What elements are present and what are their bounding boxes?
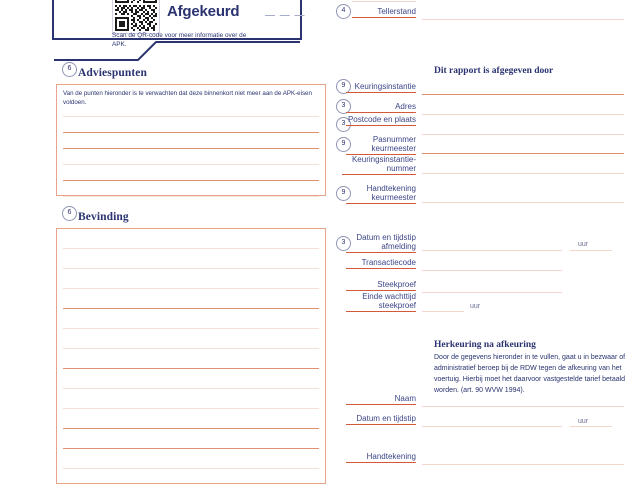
label-steekproef: Steekproef — [346, 280, 416, 291]
step-number-pasnummer: 9 — [336, 137, 351, 152]
label-handtekening-keurmeester: Handtekening keurmeester — [346, 184, 416, 204]
field-keuringsinstantie[interactable] — [422, 94, 624, 95]
label-pasnummer-keurmeester: Pasnummer keurmeester — [346, 135, 416, 155]
step-number-tellerstand: 4 — [336, 4, 351, 19]
label-adres: Adres — [346, 102, 416, 113]
herkeuring-body: Door de gegevens hieronder in te vullen, gaat u in bezwaar of administratief beroep bij de RDW tegen de afkeuring van het voertuig. Hierbij moet het daarvoor vastgestelde tarief betaald worden. (art. 90 WVW 1994). — [434, 354, 626, 394]
column-title-herkeuring: Herkeuring na afkeuring — [434, 340, 536, 350]
unit-uur-afmelding: uur — [578, 241, 589, 248]
step-number-adviespunten: 6 — [62, 62, 77, 77]
label-datum-tijdstip-afmelding: Datum en tijdstip afmelding — [346, 233, 416, 253]
label-einde-wachttijd-steekproef: Einde wachttijd steekproef — [346, 292, 416, 312]
writing-rule — [63, 148, 319, 149]
status-label: Afgekeurd — [167, 3, 240, 20]
step-number-handtekening-keurmeester: 9 — [336, 186, 351, 201]
section-title-adviespunten: Adviespunten — [78, 67, 147, 79]
adviespunten-box[interactable] — [56, 84, 326, 196]
step-number-keuringsinstantie: 9 — [336, 79, 351, 94]
adviespunten-hint: Van de punten hieronder is te verwachten dat deze binnenkort niet meer aan de APK-eisen voldoen. — [63, 90, 312, 107]
unit-uur-herkeuring: uur — [578, 418, 589, 425]
writing-rule — [63, 116, 319, 117]
writing-rule — [63, 388, 319, 389]
field-keuringsinstantie-nummer[interactable] — [422, 173, 624, 174]
writing-rule — [63, 164, 319, 165]
field-datum-afmelding[interactable] — [422, 250, 562, 251]
field-naam[interactable] — [422, 406, 624, 407]
field-steekproef[interactable] — [422, 292, 562, 293]
writing-rule — [63, 268, 319, 269]
writing-rule — [63, 368, 319, 369]
writing-rule — [63, 196, 319, 197]
label-tellerstand: Tellerstand — [352, 7, 416, 18]
field-tijdstip-herkeuring[interactable] — [570, 426, 612, 427]
field-postcode-plaats[interactable] — [422, 134, 624, 135]
writing-rule — [63, 468, 319, 469]
label-keuringsinstantie: Keuringsinstantie — [346, 82, 416, 93]
writing-rule — [63, 132, 319, 133]
label-naam: Naam — [346, 394, 416, 405]
field-tellerstand[interactable] — [422, 19, 624, 20]
label-handtekening-herkeuring: Handtekening — [346, 452, 416, 463]
field-transactiecode[interactable] — [422, 270, 562, 271]
label-datum-tijdstip-herkeuring: Datum en tijdstip — [346, 414, 416, 425]
qr-code-icon[interactable] — [112, 0, 160, 34]
writing-rule — [63, 428, 319, 429]
field-adres[interactable] — [422, 114, 624, 115]
field-line-above — [352, 1, 416, 2]
step-number-postcode-plaats: 3 — [336, 117, 351, 132]
step-number-adres: 3 — [336, 99, 351, 114]
field-handtekening-herkeuring[interactable] — [422, 464, 624, 465]
column-title-afgegeven-door: Dit rapport is afgegeven door — [434, 66, 554, 76]
step-number-bevinding: 6 — [62, 206, 77, 221]
writing-rule — [63, 288, 319, 289]
unit-uur-steekproef: uur — [470, 303, 481, 310]
writing-rule — [63, 448, 319, 449]
section-title-bevinding: Bevinding — [78, 211, 129, 223]
writing-rule — [63, 408, 319, 409]
label-transactiecode: Transactiecode — [346, 258, 416, 269]
field-handtekening-keurmeester[interactable] — [422, 202, 624, 203]
field-tijdstip-afmelding[interactable] — [570, 250, 612, 251]
writing-rule — [63, 248, 319, 249]
field-datum-herkeuring[interactable] — [422, 426, 562, 427]
field-pasnummer-keurmeester[interactable] — [422, 153, 624, 154]
field-einde-wachttijd-steekproef[interactable] — [422, 311, 464, 312]
step-number-datum-afmelding: 3 — [336, 236, 351, 251]
writing-rule — [63, 348, 319, 349]
bevinding-box[interactable] — [56, 228, 326, 484]
label-keuringsinstantie-nummer: Keuringsinstantie-nummer — [342, 155, 416, 175]
writing-rule — [63, 328, 319, 329]
masked-value: — — — — [265, 10, 306, 21]
writing-rule — [63, 180, 319, 181]
writing-rule — [63, 308, 319, 309]
scan-qr-note: Scan de QR-code voor meer informatie over de APK. — [112, 32, 247, 49]
label-postcode-plaats: Postcode en plaats — [346, 115, 416, 126]
